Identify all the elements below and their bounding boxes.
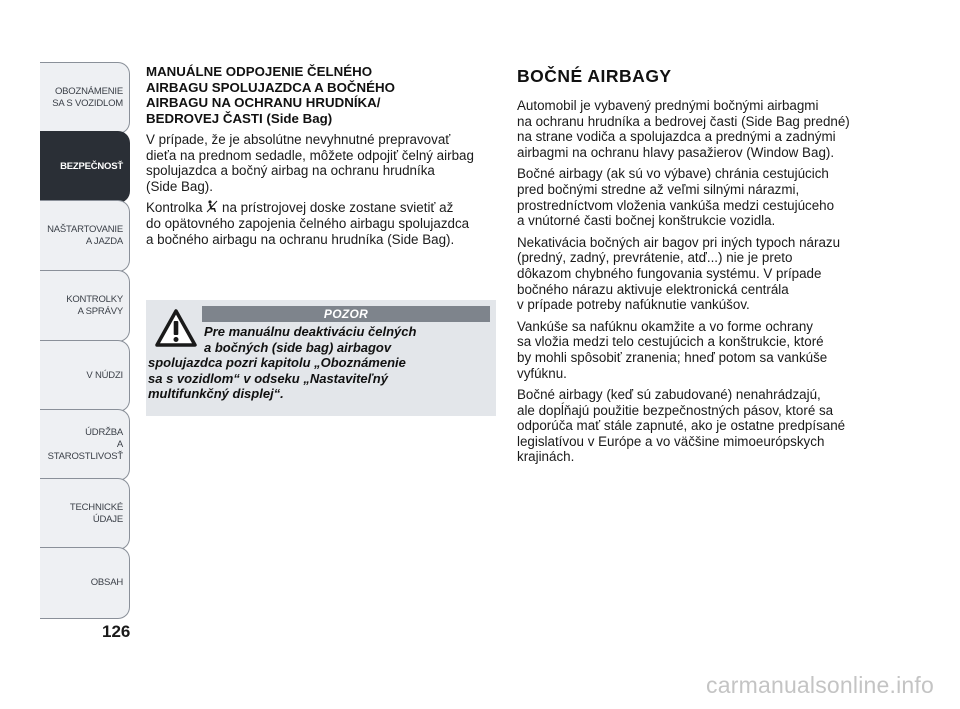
paragraph-child-front-seat: V prípade, že je absolútne nevyhnutné prepravovať dieťa na prednom sedadle, môžete odpojiť čelný airbag spolujazdca a bočný airbag na ochranu hrudníka (Side Bag).	[146, 132, 474, 194]
tab-v-nudzi[interactable]: V NÚDZI	[40, 340, 130, 412]
section-heading-side-airbags: BOČNÉ AIRBAGY	[517, 66, 672, 86]
paragraph-text-end: na prístrojovej doske zostane svietiť až do opätovného zapojenia čelného airbagu spolujazdca a bočného airbagu na ochranu hrudníka (Side Bag).	[146, 200, 470, 247]
tab-technicke-udaje[interactable]: TECHNICKÉ ÚDAJE	[40, 478, 130, 550]
paragraph-text-start: Kontrolka	[146, 200, 207, 216]
paragraph-equipment: Automobil je vybavený prednými bočnými airbagmi na ochranu hrudníka a bedrovej časti (Side Bag predné) na strane vodiča a spolujazdca a prednými a zadnými airbagmi na ochranu hlavy pasažierov (Window Bag).	[517, 98, 850, 160]
tab-bezpecnost[interactable]: BEZPEČNOSŤ	[40, 131, 130, 203]
page-number: 126	[102, 622, 131, 641]
warning-line-1: Pre manuálnu deaktiváciu čelných	[204, 324, 417, 339]
tab-nastartovanie[interactable]: NAŠTARTOVANIE A JAZDA	[40, 200, 130, 272]
right-column	[517, 66, 897, 471]
paragraph-warning-light	[146, 200, 496, 247]
left-column	[146, 64, 496, 253]
paragraph-inflation: Vankúše sa nafúknu okamžite a vo forme ochrany sa vložia medzi telo cestujúcich a konštrukcie, ktoré by mohli spôsobiť zranenia; hneď potom sa vankúše vyfúknu.	[517, 318, 828, 381]
passenger-airbag-off-icon	[206, 200, 218, 215]
tab-kontrolky[interactable]: KONTROLKY A SPRÁVY	[40, 270, 130, 342]
tab-udrzba[interactable]: ÚDRŽBA A STAROSTLIVOSŤ	[40, 409, 130, 481]
tab-obsah[interactable]: OBSAH	[40, 547, 130, 619]
warning-box	[146, 300, 496, 416]
warning-header: POZOR	[202, 306, 490, 322]
warning-line-5: multifunkčný displej“.	[148, 386, 284, 402]
watermark: carmanualsonline.info	[706, 672, 934, 698]
warning-text	[146, 324, 488, 402]
paragraph-seat-belts: Bočné airbagy (keď sú zabudované) nenahrádzajú, ale dopĺňajú použitie bezpečnostných pásov, ktoré sa odporúča mať stále zapnuté, ako je ostatne predpísané legislatívou v Európe a vo väčšine mimoeurópskych krajinách.	[517, 387, 846, 465]
paragraph-non-activation: Nekativácia bočných air bagov pri iných typoch nárazu (predný, zadný, prevrátenie, atď...) nie je preto dôkazom chybného fungovania systému. V prípade bočného nárazu aktivuje elektronická centrála v prípade potreby nafúknutie vankúšov.	[517, 234, 841, 313]
tab-oboznamenie[interactable]: OBOZNÁMENIE SA S VOZIDLOM	[40, 62, 130, 134]
section-heading-manual-deactivation: MANUÁLNE ODPOJENIE ČELNÉHO AIRBAGU SPOLUJAZDCA A BOČNÉHO AIRBAGU NA OCHRANU HRUDNÍKA/ BEDROVEJ ČASTI (Side Bag)	[146, 64, 395, 126]
paragraph-protection: Bočné airbagy (ak sú vo výbave) chránia cestujúcich pred bočnými stredne až veľmi silnými nárazmi, prostredníctvom vloženia vankúša medzi cestujúceho a vnútorné časti bočnej konštrukcie vozidla.	[517, 166, 835, 229]
warning-line-3: spolujazdca pozri kapitolu „Oboznámenie	[148, 355, 406, 371]
warning-line-4: sa s vozidlom“ v odseku „Nastaviteľný	[148, 370, 388, 386]
warning-line-2: a bočných (side bag) airbagov	[204, 339, 392, 355]
